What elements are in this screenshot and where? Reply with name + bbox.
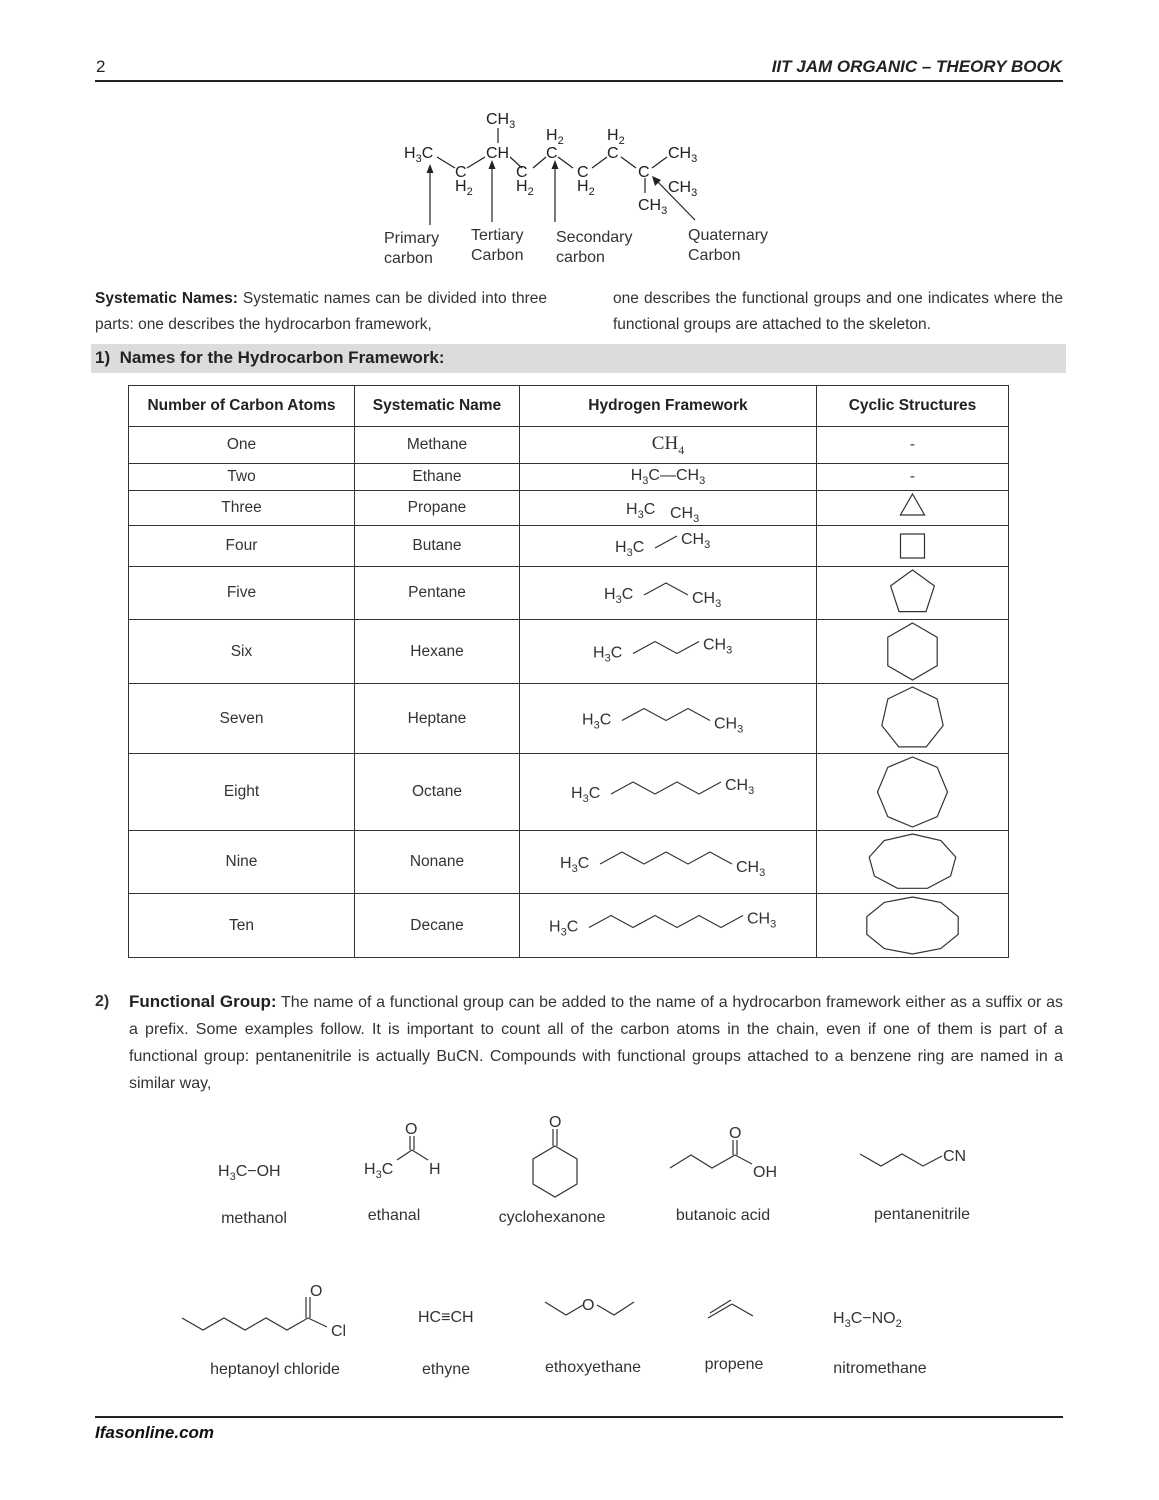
svg-text:CH: CH bbox=[486, 145, 510, 162]
compound-label: heptanoyl chloride bbox=[210, 1361, 340, 1378]
svg-text:O: O bbox=[405, 1121, 418, 1138]
cell-cyclic: - bbox=[816, 427, 1008, 464]
svg-text:CH3: $CH_3$ bbox=[486, 111, 516, 131]
cell-name: Methane bbox=[354, 427, 519, 464]
compound-label: butanoic acid bbox=[675, 1207, 771, 1224]
compound-label: ethoxyethane bbox=[544, 1359, 642, 1376]
footer-rule bbox=[95, 1416, 1063, 1418]
label-tertiary-carbon: Tertiary Carbon bbox=[471, 227, 524, 264]
cell-name: Propane bbox=[354, 491, 519, 526]
footer-site: Ifasonline.com bbox=[95, 1423, 215, 1442]
chain-right-label: $CH_3$ bbox=[735, 859, 766, 879]
cell-name: Heptane bbox=[354, 684, 519, 754]
cell-count: Two bbox=[129, 464, 355, 491]
svg-text:CH3: $CH_3$ bbox=[668, 179, 698, 199]
chain-right-label: $CH_3$ bbox=[746, 910, 777, 931]
svg-text:O: O bbox=[729, 1125, 742, 1142]
svg-text:H2: $H_2$ bbox=[546, 127, 564, 147]
col-header-name: Systematic Name bbox=[354, 386, 519, 427]
svg-text:C: C bbox=[607, 145, 619, 162]
systematic-names-col1: Systematic Names: Systematic names can be divided into three parts: one describes the hydrocarbon framework, bbox=[95, 290, 547, 333]
col-header-cyclic: Cyclic Structures bbox=[816, 386, 1008, 427]
svg-text:C: C bbox=[546, 145, 558, 162]
svg-text:C: C bbox=[455, 164, 467, 181]
label-primary-carbon: Primary carbon bbox=[384, 230, 440, 267]
cell-name: Hexane bbox=[354, 620, 519, 684]
cell-cyclic: - bbox=[816, 464, 1008, 491]
cell-count: One bbox=[129, 427, 355, 464]
chain-left-label: $H_3C$ bbox=[592, 644, 623, 665]
compound-label: ethyne bbox=[421, 1361, 471, 1378]
cell-count: Ten bbox=[129, 894, 355, 958]
label-secondary-carbon: Secondary carbon bbox=[556, 229, 633, 266]
svg-text:H3C: $H_3C$ bbox=[404, 145, 434, 165]
book-title: IIT JAM ORGANIC – THEORY BOOK bbox=[771, 57, 1062, 76]
cell-count: Seven bbox=[129, 684, 355, 754]
compound-label: ethanal bbox=[367, 1207, 421, 1224]
svg-text:OH: OH bbox=[753, 1164, 777, 1181]
svg-text:O: O bbox=[582, 1297, 595, 1314]
chain-left-label: $H_3C$ bbox=[603, 586, 634, 606]
svg-text:H3C−OH: $H_3C-OH$ bbox=[218, 1163, 281, 1183]
svg-text:H2: $H_2$ bbox=[577, 178, 595, 198]
cell-name: Nonane bbox=[354, 831, 519, 894]
cell-count: Nine bbox=[129, 831, 355, 894]
cell-count: Three bbox=[129, 491, 355, 526]
cell-count: Five bbox=[129, 567, 355, 620]
svg-text:O: O bbox=[549, 1114, 562, 1131]
compound-label: methanol bbox=[221, 1210, 287, 1227]
svg-text:H3C: $H_3C$ bbox=[364, 1161, 394, 1181]
cell-name: Octane bbox=[354, 754, 519, 831]
chain-left-label: $H_3C$ bbox=[570, 785, 601, 805]
chain-right-label: $CH_3$ bbox=[680, 531, 711, 551]
label-quaternary-carbon: Quaternary Carbon bbox=[688, 227, 769, 264]
cell-count: Four bbox=[129, 526, 355, 567]
compound-label: nitromethane bbox=[833, 1360, 927, 1377]
chain-right-label: $CH_3$ bbox=[724, 777, 755, 797]
systematic-names-col2: one describes the functional groups and one indicates where the functional groups are attached to the skeleton. bbox=[613, 290, 1063, 333]
cell-name: Ethane bbox=[354, 464, 519, 491]
cell-count: Six bbox=[129, 620, 355, 684]
col-header-count: Number of Carbon Atoms bbox=[129, 386, 355, 427]
svg-text:CH3: $CH_3$ bbox=[638, 197, 668, 217]
chain-left-label: $H_3C$ bbox=[625, 501, 656, 521]
compound-label: propene bbox=[704, 1356, 764, 1373]
page-number: 2 bbox=[96, 57, 106, 76]
cell-framework: $CH_4$ bbox=[519, 427, 816, 464]
chain-left-label: $H_3C$ bbox=[559, 855, 590, 875]
cell-name: Pentane bbox=[354, 567, 519, 620]
svg-text:H: H bbox=[429, 1161, 441, 1178]
svg-text:H3C−NO2: $H_3C-NO_2$ bbox=[833, 1310, 902, 1330]
chain-left-label: $H_3C$ bbox=[581, 711, 612, 732]
section1-heading: 1) Names for the Hydrocarbon Framework: bbox=[95, 348, 445, 367]
chain-right-label: $CH_3$ bbox=[702, 636, 733, 657]
svg-text:H2: $H_2$ bbox=[516, 178, 534, 198]
chain-right-label: $CH_3$ bbox=[713, 715, 744, 736]
svg-text:CN: CN bbox=[943, 1148, 967, 1165]
svg-text:H2: $H_2$ bbox=[607, 127, 625, 147]
compound-label: cyclohexanone bbox=[498, 1209, 606, 1226]
svg-text:HC≡CH: HC≡CH bbox=[418, 1309, 474, 1326]
cell-name: Butane bbox=[354, 526, 519, 567]
chain-left-label: $H_3C$ bbox=[614, 539, 645, 559]
compound-label: pentanenitrile bbox=[873, 1206, 971, 1223]
chain-right-label: $CH_3$ bbox=[691, 590, 722, 610]
chain-left-label: $H_3C$ bbox=[548, 918, 579, 939]
svg-text:C: C bbox=[638, 164, 650, 181]
chain-right-label: $CH_3$ bbox=[669, 505, 700, 525]
svg-text:C: C bbox=[516, 164, 528, 181]
functional-group-paragraph: 2) Functional Group: The name of a functional group can be added to the name of a hydrocarbon framework either as a suffix or as a prefix. Some examples follow. It is important to count all of the carbon atoms in the chain, even if one of them is part of a functional group: pentanenitrile is actually BuCN. Compounds with functional groups attached to a benzene ring are named in a similar way, bbox=[95, 992, 1063, 1092]
cell-name: Decane bbox=[354, 894, 519, 958]
svg-text:O: O bbox=[310, 1283, 323, 1300]
cell-framework: $H_3C—CH_3$ bbox=[519, 464, 816, 491]
col-header-framework: Hydrogen Framework bbox=[519, 386, 816, 427]
svg-text:H2: $H_2$ bbox=[455, 178, 473, 198]
svg-text:C: C bbox=[577, 164, 589, 181]
svg-text:CH3: $CH_3$ bbox=[668, 145, 698, 165]
cell-count: Eight bbox=[129, 754, 355, 831]
svg-text:Cl: Cl bbox=[331, 1323, 347, 1340]
